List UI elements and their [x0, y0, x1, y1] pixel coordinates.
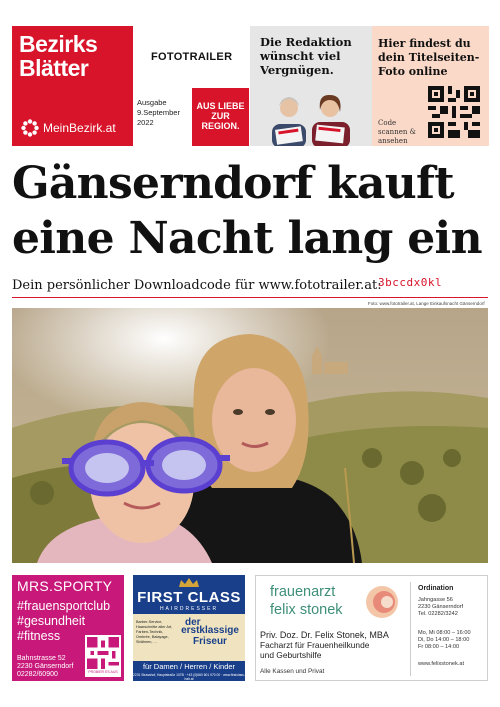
- section-title: FOTOTRAILER: [151, 51, 233, 63]
- issue-date: [137, 98, 197, 128]
- logo-line1: Bezirks: [19, 31, 98, 57]
- logo-site: MeinBezirk.at: [43, 121, 116, 135]
- cover-promo-box: [372, 26, 489, 146]
- stonek-circle-logo-icon: [364, 584, 400, 620]
- ad-stonek-web[interactable]: www.felixstonek.at: [418, 661, 465, 667]
- ad-sporty-tag: #gesundheit: [17, 614, 86, 628]
- ad-stonek-brand1: frauenarzt: [270, 584, 336, 600]
- ad-sporty-tag: #frauensportclub: [17, 599, 111, 613]
- cover-promo-text: Hier findest du dein Titelseiten-Foto online: [378, 37, 480, 78]
- editorial-text: Die Redaktion wünscht viel Vergnügen.: [260, 35, 352, 77]
- section-label: [133, 26, 250, 86]
- ad-firstclass-sub: HAIRDRESSER: [159, 606, 219, 612]
- ad-stonek-doctor-block: [260, 630, 389, 660]
- ad-stonek-doctor: Priv. Doz. Dr. Felix Stonek, MBA: [260, 630, 389, 640]
- ad-sporty-qr[interactable]: [85, 635, 121, 677]
- ad-sporty-tag: #fitness: [17, 629, 61, 643]
- ad-sporty-qr-label: PROBIER ES AUS: [88, 670, 118, 674]
- ad-stonek-hours: [418, 630, 471, 652]
- cover-photo: [12, 308, 488, 563]
- ad-stonek-address: [418, 597, 463, 619]
- issue-date-value: 9.September 2022: [137, 108, 180, 127]
- ad-sporty-name: MRS.SPORTY: [17, 578, 113, 594]
- qr-hint: Code scannen & ansehen: [378, 119, 416, 145]
- meinbezirk-flower-icon: [21, 119, 39, 137]
- ad-stonek-ordination: Ordination: [418, 585, 454, 592]
- region-badge-text: AUS LIEBE ZUR REGION.: [196, 101, 245, 131]
- ad-mrs-sporty[interactable]: [12, 575, 124, 681]
- download-code-label: Dein persönlicher Downloadcode für www.fototrailer.at:: [12, 278, 382, 293]
- ad-firstclass-slogan: erstklassige Friseur: [181, 625, 239, 647]
- ad-stonek-hours-row: Di, Do 14:00 – 18:00: [418, 637, 470, 644]
- ad-sporty-address: [17, 655, 73, 679]
- ad-stonek-specialty2: und Geburtshilfe: [260, 650, 322, 660]
- ad-frauenarzt[interactable]: [255, 575, 488, 681]
- qr-code-icon[interactable]: [428, 86, 480, 138]
- ad-stonek-city: 2230 Gänserndorf: [418, 604, 464, 611]
- ad-sporty-phone: 02282/60900: [17, 671, 58, 678]
- ad-firstclass-blurb: Barber-Service, Haarschnitte aller Art, Farben-Technik, Ombrée, Balayage, Strähnen, ...: [136, 620, 173, 644]
- editorial-box: [250, 26, 372, 146]
- issue-date-label: Ausgabe: [137, 98, 167, 107]
- ad-firstclass-panel: [133, 614, 245, 672]
- photo-credit: Foto: www.fototrailer.at, Lange Einkaufsnacht Gänserndorf: [368, 301, 485, 306]
- ad-stonek-phone: Tel. 02282/3242: [418, 611, 458, 618]
- ad-stonek-insurance: Alle Kassen und Privat: [260, 668, 325, 675]
- ad-sporty-city: 2230 Gänserndorf: [17, 663, 74, 670]
- logo-line2: Blätter: [19, 55, 89, 81]
- ad-sporty-street: Bahnstrasse 52: [17, 655, 66, 662]
- ad-stonek-divider: [410, 582, 411, 676]
- ad-first-class[interactable]: [133, 575, 245, 681]
- ad-stonek-hours-row: Mo, Mi 08:00 – 16:00: [418, 630, 471, 636]
- download-code[interactable]: 3bccdx0kl: [378, 276, 443, 289]
- ad-stonek-specialty1: Facharzt für Frauenheilkunde: [260, 640, 370, 650]
- ad-firstclass-audience: für Damen / Herren / Kinder: [133, 661, 245, 672]
- editors-photo: [250, 86, 372, 146]
- divider: [12, 297, 488, 298]
- ad-stonek-street: Jahngasse 56: [418, 597, 453, 603]
- ad-firstclass-footer: 2231 Strasshof, Hauptstraße 107B · +43 (0)660 601 070 00 · www.firstclass-hair.at: [133, 673, 245, 681]
- qr-code-icon: [87, 637, 119, 669]
- crown-icon: [178, 578, 200, 588]
- meinbezirk-brand: [21, 119, 116, 137]
- region-badge: [192, 88, 249, 146]
- ad-stonek-hours-row: Fr 08:00 – 14:00: [418, 644, 460, 651]
- ad-stonek-brand2: felix stonek: [270, 602, 343, 618]
- ad-firstclass-name: FIRST CLASS: [137, 589, 241, 606]
- bezirksblaetter-logo[interactable]: [12, 26, 133, 146]
- page-headline: Gänserndorf kauft eine Nacht lang ein: [12, 158, 482, 264]
- ad-firstclass-der: der: [185, 617, 201, 628]
